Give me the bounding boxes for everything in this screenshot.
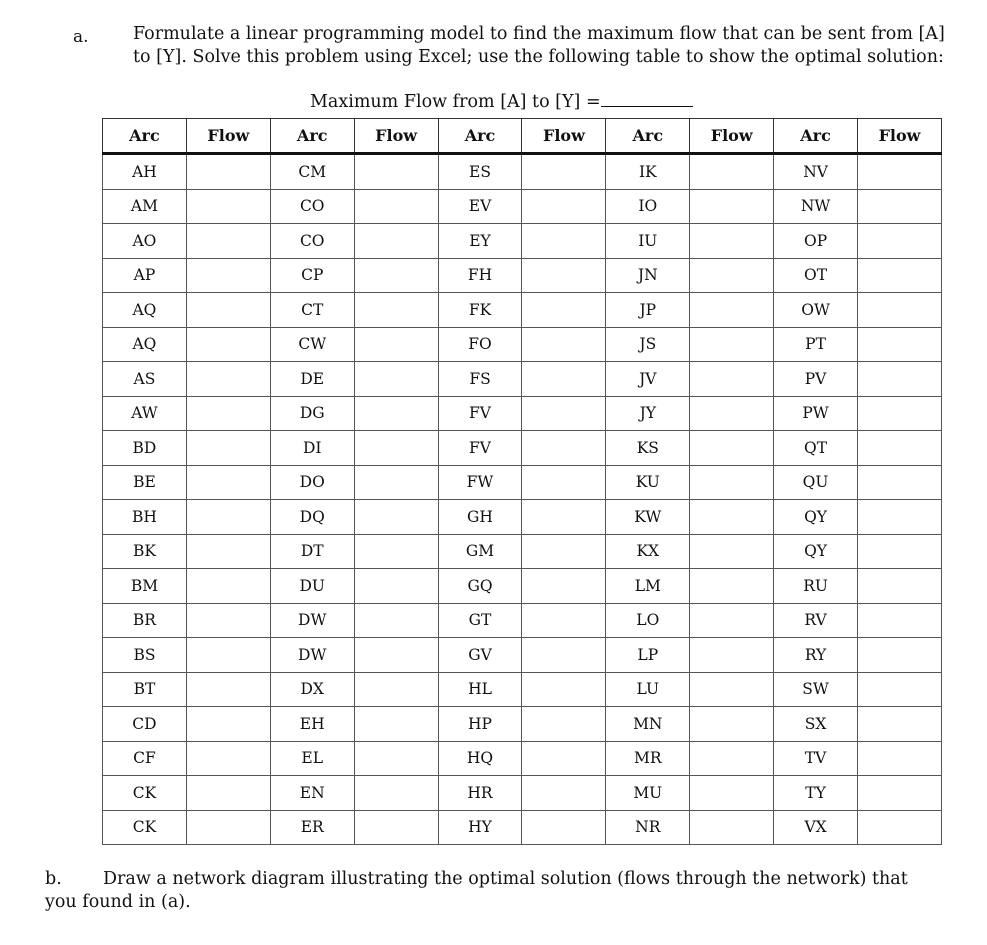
flow-cell[interactable] (354, 258, 438, 293)
table-row (103, 362, 942, 397)
flow-cell[interactable] (858, 810, 942, 845)
flow-cell[interactable] (522, 258, 606, 293)
flow-cell[interactable] (690, 293, 774, 328)
arc-cell: CP (270, 258, 354, 293)
arc-cell: HL (438, 672, 522, 707)
flow-cell[interactable] (858, 638, 942, 673)
flow-cell[interactable] (522, 500, 606, 535)
arc-cell: DW (270, 638, 354, 673)
flow-cell[interactable] (690, 431, 774, 466)
arc-cell: RU (774, 569, 858, 604)
arc-cell: GH (438, 500, 522, 535)
arc-cell: EY (438, 224, 522, 259)
arc-cell: QY (774, 534, 858, 569)
arc-cell: DI (270, 431, 354, 466)
flow-cell[interactable] (522, 327, 606, 362)
arc-cell: EL (270, 741, 354, 776)
arc-cell: NR (606, 810, 690, 845)
arc-cell: DT (270, 534, 354, 569)
arc-cell: OW (774, 293, 858, 328)
arc-cell: CF (103, 741, 187, 776)
flow-cell[interactable] (858, 465, 942, 500)
flow-cell[interactable] (690, 569, 774, 604)
arc-cell: SW (774, 672, 858, 707)
arc-cell: CO (270, 189, 354, 224)
arc-cell: FK (438, 293, 522, 328)
flow-cell[interactable] (186, 465, 270, 500)
table-row (103, 327, 942, 362)
flow-cell[interactable] (186, 189, 270, 224)
arc-cell: BS (103, 638, 187, 673)
flow-cell[interactable] (522, 672, 606, 707)
flow-cell[interactable] (690, 500, 774, 535)
flow-cell[interactable] (522, 638, 606, 673)
arc-cell: HQ (438, 741, 522, 776)
flow-cell[interactable] (354, 431, 438, 466)
flow-cell[interactable] (354, 465, 438, 500)
arc-cell: IO (606, 189, 690, 224)
arc-cell: JS (606, 327, 690, 362)
flow-cell[interactable] (858, 396, 942, 431)
arc-cell: EV (438, 189, 522, 224)
flow-cell[interactable] (354, 776, 438, 811)
flow-cell[interactable] (690, 534, 774, 569)
flow-cell[interactable] (522, 224, 606, 259)
flow-cell[interactable] (354, 327, 438, 362)
flow-cell[interactable] (522, 396, 606, 431)
arc-cell: IK (606, 154, 690, 190)
arc-cell: GT (438, 603, 522, 638)
arc-cell: VX (774, 810, 858, 845)
flow-cell[interactable] (354, 362, 438, 397)
arc-cell: NW (774, 189, 858, 224)
column-header: Arc (103, 119, 187, 154)
column-header: Flow (690, 119, 774, 154)
flow-cell[interactable] (186, 293, 270, 328)
flow-cell[interactable] (522, 810, 606, 845)
flow-cell[interactable] (522, 431, 606, 466)
flow-cell[interactable] (522, 534, 606, 569)
flow-cell[interactable] (354, 293, 438, 328)
arc-cell: QU (774, 465, 858, 500)
flow-cell[interactable] (186, 603, 270, 638)
arc-cell: MN (606, 707, 690, 742)
flow-cell[interactable] (354, 500, 438, 535)
flow-cell[interactable] (858, 569, 942, 604)
flow-cell[interactable] (186, 396, 270, 431)
flow-cell[interactable] (690, 465, 774, 500)
flow-cell[interactable] (186, 154, 270, 190)
flow-cell[interactable] (690, 603, 774, 638)
arc-cell: BR (103, 603, 187, 638)
arc-cell: FV (438, 431, 522, 466)
flow-cell[interactable] (858, 327, 942, 362)
table-row (103, 603, 942, 638)
arc-cell: LO (606, 603, 690, 638)
arc-cell: CT (270, 293, 354, 328)
arc-cell: QT (774, 431, 858, 466)
flow-cell[interactable] (858, 154, 942, 190)
arc-cell: AQ (103, 293, 187, 328)
column-header: Arc (774, 119, 858, 154)
arc-cell: HR (438, 776, 522, 811)
flow-cell[interactable] (186, 362, 270, 397)
arc-cell: DG (270, 396, 354, 431)
table-row (103, 707, 942, 742)
flow-cell[interactable] (186, 776, 270, 811)
arc-cell: KW (606, 500, 690, 535)
flow-cell[interactable] (186, 672, 270, 707)
flow-cell[interactable] (690, 396, 774, 431)
flow-cell[interactable] (354, 189, 438, 224)
flow-cell[interactable] (186, 258, 270, 293)
arc-cell: GV (438, 638, 522, 673)
arc-cell: CO (270, 224, 354, 259)
arc-cell: JY (606, 396, 690, 431)
flow-cell[interactable] (354, 741, 438, 776)
arc-cell: BH (103, 500, 187, 535)
column-header: Flow (858, 119, 942, 154)
table-row (103, 465, 942, 500)
table-row (103, 500, 942, 535)
arc-cell: DO (270, 465, 354, 500)
arc-flow-table (102, 118, 942, 845)
flow-cell[interactable] (858, 258, 942, 293)
arc-cell: EN (270, 776, 354, 811)
table-row (103, 431, 942, 466)
column-header: Arc (270, 119, 354, 154)
flow-cell[interactable] (186, 500, 270, 535)
arc-cell: PT (774, 327, 858, 362)
flow-cell[interactable] (354, 534, 438, 569)
arc-cell: ES (438, 154, 522, 190)
flow-cell[interactable] (354, 396, 438, 431)
column-header: Arc (606, 119, 690, 154)
arc-cell: HP (438, 707, 522, 742)
arc-cell: ER (270, 810, 354, 845)
table-row (103, 534, 942, 569)
flow-cell[interactable] (186, 431, 270, 466)
arc-cell: PV (774, 362, 858, 397)
table-row (103, 396, 942, 431)
arc-cell: DW (270, 603, 354, 638)
arc-cell: CW (270, 327, 354, 362)
table-row (103, 638, 942, 673)
table-row (103, 189, 942, 224)
flow-cell[interactable] (690, 707, 774, 742)
flow-cell[interactable] (354, 810, 438, 845)
arc-cell: BM (103, 569, 187, 604)
flow-cell[interactable] (858, 293, 942, 328)
flow-cell[interactable] (354, 603, 438, 638)
flow-cell[interactable] (858, 500, 942, 535)
table-header-row (103, 119, 942, 154)
part-a-question: Formulate a linear programming model to find the maximum flow that can be sent from [A] to [Y]. Solve this problem using Excel; use the following table to show the optimal solution: (133, 24, 945, 67)
column-header: Flow (354, 119, 438, 154)
arc-cell: MR (606, 741, 690, 776)
flow-cell[interactable] (858, 534, 942, 569)
flow-cell[interactable] (186, 707, 270, 742)
flow-cell[interactable] (690, 327, 774, 362)
arc-cell: CK (103, 776, 187, 811)
flow-cell[interactable] (354, 569, 438, 604)
flow-cell[interactable] (690, 638, 774, 673)
arc-cell: FS (438, 362, 522, 397)
arc-cell: OP (774, 224, 858, 259)
arc-cell: DU (270, 569, 354, 604)
flow-cell[interactable] (858, 603, 942, 638)
flow-cell[interactable] (858, 741, 942, 776)
flow-cell[interactable] (354, 707, 438, 742)
arc-cell: RY (774, 638, 858, 673)
arc-cell: LM (606, 569, 690, 604)
column-header: Arc (438, 119, 522, 154)
arc-cell: KU (606, 465, 690, 500)
table-row (103, 569, 942, 604)
arc-cell: FO (438, 327, 522, 362)
part-a-label: a. (73, 27, 89, 47)
table-row (103, 672, 942, 707)
arc-cell: BD (103, 431, 187, 466)
arc-cell: OT (774, 258, 858, 293)
part-b-label: b. (45, 869, 62, 889)
arc-cell: GM (438, 534, 522, 569)
part-b-question (45, 868, 945, 914)
arc-cell: CD (103, 707, 187, 742)
arc-cell: AW (103, 396, 187, 431)
flow-cell[interactable] (186, 327, 270, 362)
arc-cell: BK (103, 534, 187, 569)
flow-cell[interactable] (186, 638, 270, 673)
arc-cell: DQ (270, 500, 354, 535)
arc-cell: AS (103, 362, 187, 397)
flow-cell[interactable] (690, 224, 774, 259)
arc-cell: CM (270, 154, 354, 190)
flow-cell[interactable] (186, 810, 270, 845)
flow-cell[interactable] (186, 741, 270, 776)
arc-cell: RV (774, 603, 858, 638)
flow-cell[interactable] (522, 465, 606, 500)
arc-cell: AQ (103, 327, 187, 362)
flow-cell[interactable] (858, 189, 942, 224)
flow-cell[interactable] (690, 189, 774, 224)
arc-cell: DE (270, 362, 354, 397)
column-header: Flow (522, 119, 606, 154)
flow-cell[interactable] (354, 154, 438, 190)
flow-cell[interactable] (858, 431, 942, 466)
flow-cell[interactable] (354, 672, 438, 707)
max-flow-line (310, 92, 693, 112)
arc-cell: LU (606, 672, 690, 707)
flow-cell[interactable] (522, 707, 606, 742)
arc-cell: TY (774, 776, 858, 811)
arc-cell: AO (103, 224, 187, 259)
flow-cell[interactable] (690, 362, 774, 397)
table-row (103, 258, 942, 293)
flow-cell[interactable] (690, 258, 774, 293)
flow-cell[interactable] (354, 638, 438, 673)
flow-cell[interactable] (690, 741, 774, 776)
flow-cell[interactable] (858, 707, 942, 742)
arc-cell: FW (438, 465, 522, 500)
arc-cell: AP (103, 258, 187, 293)
flow-cell[interactable] (186, 534, 270, 569)
arc-cell: JN (606, 258, 690, 293)
flow-cell[interactable] (186, 224, 270, 259)
flow-cell[interactable] (690, 672, 774, 707)
arc-cell: KX (606, 534, 690, 569)
flow-cell[interactable] (858, 362, 942, 397)
column-header: Flow (186, 119, 270, 154)
arc-cell: IU (606, 224, 690, 259)
flow-cell[interactable] (186, 569, 270, 604)
max-flow-blank (601, 92, 693, 107)
arc-cell: PW (774, 396, 858, 431)
arc-cell: DX (270, 672, 354, 707)
table-row (103, 810, 942, 845)
flow-cell[interactable] (858, 224, 942, 259)
flow-cell[interactable] (690, 154, 774, 190)
arc-cell: LP (606, 638, 690, 673)
arc-cell: BE (103, 465, 187, 500)
arc-cell: SX (774, 707, 858, 742)
table-row (103, 154, 942, 190)
part-b-text: Draw a network diagram illustrating the optimal solution (flows through the network) that you found in (a). (45, 869, 908, 912)
arc-cell: BT (103, 672, 187, 707)
flow-cell[interactable] (522, 741, 606, 776)
arc-cell: AM (103, 189, 187, 224)
flow-cell[interactable] (522, 603, 606, 638)
table-row (103, 224, 942, 259)
arc-cell: HY (438, 810, 522, 845)
flow-cell[interactable] (690, 810, 774, 845)
arc-cell: GQ (438, 569, 522, 604)
arc-cell: AH (103, 154, 187, 190)
max-flow-label: Maximum Flow from [A] to [Y] = (310, 92, 601, 112)
flow-cell[interactable] (522, 776, 606, 811)
arc-cell: TV (774, 741, 858, 776)
flow-cell[interactable] (690, 776, 774, 811)
arc-cell: FV (438, 396, 522, 431)
arc-cell: JV (606, 362, 690, 397)
arc-cell: NV (774, 154, 858, 190)
flow-cell[interactable] (522, 362, 606, 397)
flow-cell[interactable] (522, 154, 606, 190)
flow-cell[interactable] (858, 672, 942, 707)
flow-cell[interactable] (522, 293, 606, 328)
arc-cell: MU (606, 776, 690, 811)
flow-cell[interactable] (858, 776, 942, 811)
table-body (103, 154, 942, 845)
arc-cell: JP (606, 293, 690, 328)
arc-cell: KS (606, 431, 690, 466)
flow-cell[interactable] (522, 189, 606, 224)
table-row (103, 741, 942, 776)
flow-cell[interactable] (354, 224, 438, 259)
arc-cell: QY (774, 500, 858, 535)
arc-cell: FH (438, 258, 522, 293)
arc-cell: EH (270, 707, 354, 742)
arc-cell: CK (103, 810, 187, 845)
table-row (103, 293, 942, 328)
flow-cell[interactable] (522, 569, 606, 604)
table-row (103, 776, 942, 811)
